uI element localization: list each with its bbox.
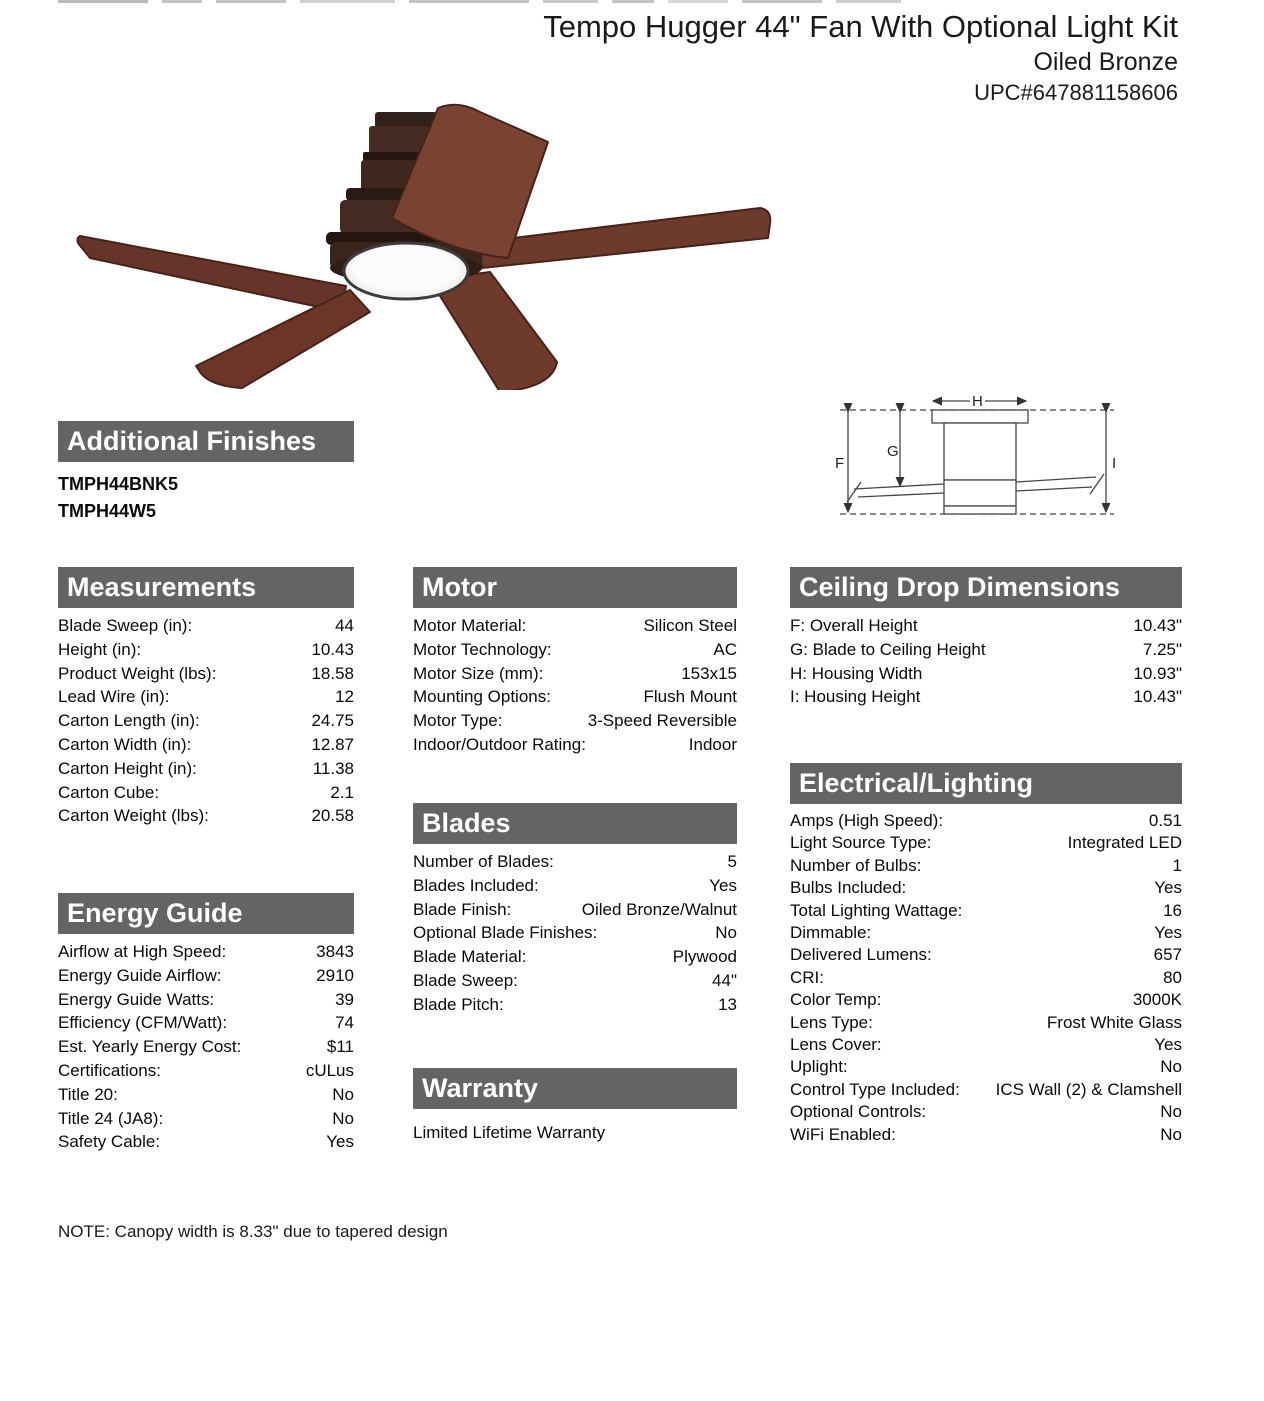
spec-value: 153x15 — [681, 663, 737, 683]
spec-row — [413, 969, 737, 993]
spec-row — [790, 900, 1182, 922]
spec-row — [58, 1035, 354, 1059]
spec-value: Oiled Bronze/Walnut — [581, 899, 737, 919]
spec-label: Blade Pitch: — [413, 994, 504, 1014]
spec-label: Blade Sweep: — [413, 970, 518, 990]
spec-value: 39 — [335, 989, 354, 1009]
spec-label: Optional Controls: — [790, 1102, 927, 1122]
spec-row — [790, 855, 1182, 877]
spec-row — [790, 662, 1182, 686]
measurements-section — [58, 567, 354, 828]
spec-value: No — [1160, 1057, 1182, 1077]
spec-label: Bulbs Included: — [790, 878, 907, 898]
spec-label: Title 20: — [58, 1084, 118, 1104]
additional-finishes-header — [58, 421, 354, 462]
spec-row — [58, 940, 354, 964]
spec-label: Optional Blade Finishes: — [413, 923, 598, 943]
spec-label: Delivered Lumens: — [790, 945, 932, 965]
spec-label: Dimmable: — [790, 923, 872, 943]
spec-row — [58, 1130, 354, 1154]
warranty-header — [413, 1068, 737, 1109]
motor-rows — [413, 608, 737, 757]
spec-label: Mounting Options: — [413, 687, 551, 707]
section-title: Energy Guide — [67, 898, 243, 928]
spec-value: 10.43 — [311, 639, 354, 659]
spec-label: Blade Finish: — [413, 899, 512, 919]
spec-row — [413, 709, 737, 733]
spec-value: 7.25" — [1142, 639, 1182, 659]
ceiling-drop-rows — [790, 608, 1182, 709]
spec-row — [413, 993, 737, 1017]
spec-label: Motor Technology: — [413, 639, 552, 659]
fan-blade-left — [77, 236, 346, 312]
energy-guide-section — [58, 893, 354, 1154]
spec-row — [790, 922, 1182, 944]
spec-label: Lens Cover: — [790, 1035, 882, 1055]
ceiling-drop-section — [790, 567, 1182, 709]
blades-rows — [413, 844, 737, 1017]
spec-row — [58, 964, 354, 988]
warranty-text: Limited Lifetime Warranty — [413, 1123, 606, 1142]
spec-value: No — [1160, 1124, 1182, 1144]
spec-label: Color Temp: — [790, 990, 882, 1010]
spec-value: 3000K — [1132, 990, 1182, 1010]
spec-value: 10.93" — [1133, 663, 1182, 683]
spec-label: Motor Type: — [413, 711, 503, 731]
spec-label: Control Type Included: — [790, 1079, 960, 1099]
spec-label: CRI: — [790, 967, 824, 987]
energy-guide-header — [58, 893, 354, 934]
spec-label: Total Lighting Wattage: — [790, 900, 963, 920]
spec-value: Plywood — [672, 947, 737, 967]
spec-value: No — [1160, 1102, 1182, 1122]
spec-row — [790, 1034, 1182, 1056]
spec-label: Lens Type: — [790, 1012, 873, 1032]
spec-value: 74 — [335, 1013, 354, 1033]
ceiling-drop-header — [790, 567, 1182, 608]
spec-row — [58, 988, 354, 1012]
spec-row — [58, 614, 354, 638]
spec-value: AC — [713, 639, 737, 659]
fan-product-image — [60, 90, 780, 390]
spec-row — [58, 1083, 354, 1107]
spec-label: Airflow at High Speed: — [58, 942, 227, 961]
spec-value: 11.38 — [312, 758, 354, 778]
finish-code-list — [58, 462, 354, 525]
section-title: Measurements — [67, 572, 257, 602]
spec-row — [413, 874, 737, 898]
warranty-section — [413, 1068, 737, 1143]
blades-section — [413, 803, 737, 1017]
spec-label: Blade Material: — [413, 947, 527, 967]
spec-row — [790, 1056, 1182, 1078]
spec-label: Motor Material: — [413, 616, 527, 635]
spec-label: I: Housing Height — [790, 687, 921, 707]
spec-value: No — [332, 1108, 354, 1128]
spec-label: WiFi Enabled: — [790, 1124, 896, 1144]
spec-label: Energy Guide Airflow: — [58, 965, 222, 985]
spec-label: Height (in): — [58, 639, 142, 659]
spec-label: Lead Wire (in): — [58, 687, 170, 707]
spec-row — [790, 810, 1182, 832]
spec-value: 0.51 — [1148, 811, 1182, 830]
spec-value: Yes — [709, 875, 737, 895]
spec-value: cULus — [305, 1060, 354, 1080]
spec-value: Integrated LED — [1067, 833, 1182, 853]
electrical-lighting-header — [790, 763, 1182, 804]
measurements-header — [58, 567, 354, 608]
finish-code: TMPH44BNK5 — [58, 474, 179, 494]
spec-row — [790, 1101, 1182, 1123]
electrical-lighting-rows — [790, 804, 1182, 1146]
upc-code: UPC#647881158606 — [974, 80, 1178, 105]
spec-label: Carton Length (in): — [58, 711, 200, 731]
spec-value: 2910 — [316, 965, 354, 985]
spec-value: 3-Speed Reversible — [587, 711, 737, 731]
spec-row — [790, 1012, 1182, 1034]
spec-value: 1 — [1172, 855, 1182, 875]
spec-value: 2.1 — [330, 782, 354, 802]
spec-row — [790, 832, 1182, 854]
spec-label: Number of Bulbs: — [790, 855, 922, 875]
spec-label: Title 24 (JA8): — [58, 1108, 164, 1128]
spec-row — [58, 757, 354, 781]
spec-label: F: Overall Height — [790, 616, 918, 635]
fan-light-glow — [352, 246, 460, 292]
spec-label: Safety Cable: — [58, 1132, 161, 1152]
spec-row — [790, 614, 1182, 638]
spec-value: Yes — [1154, 923, 1182, 943]
spec-label: Carton Width (in): — [58, 734, 192, 754]
spec-value: Silicon Steel — [643, 616, 737, 635]
spec-row — [58, 1107, 354, 1131]
section-title: Blades — [422, 808, 511, 838]
spec-value: 13 — [718, 994, 737, 1014]
spec-value: 16 — [1163, 900, 1182, 920]
spec-value: 12 — [335, 687, 354, 707]
spec-value: Yes — [1154, 1035, 1182, 1055]
spec-label: Energy Guide Watts: — [58, 989, 215, 1009]
spec-value: Yes — [1154, 878, 1182, 898]
spec-label: Carton Cube: — [58, 782, 160, 802]
spec-label: G: Blade to Ceiling Height — [790, 639, 986, 659]
spec-value: No — [715, 923, 737, 943]
spec-row — [790, 967, 1182, 989]
spec-label: Indoor/Outdoor Rating: — [413, 734, 586, 754]
spec-value: Indoor — [688, 734, 737, 754]
spec-row — [413, 662, 737, 686]
spec-value: 20.58 — [311, 806, 354, 826]
spec-label: Light Source Type: — [790, 833, 932, 853]
section-title: Electrical/Lighting — [799, 768, 1034, 798]
spec-label: Product Weight (lbs): — [58, 663, 217, 683]
spec-row — [413, 638, 737, 662]
additional-finishes-section — [58, 421, 354, 525]
energy-guide-rows — [58, 934, 354, 1154]
spec-row — [790, 1079, 1182, 1101]
spec-value: 657 — [1153, 945, 1182, 965]
fan-blade-right — [480, 208, 770, 268]
spec-value: 5 — [727, 852, 737, 871]
spec-label: Motor Size (mm): — [413, 663, 544, 683]
spec-row — [790, 877, 1182, 899]
spec-value: $11 — [326, 1037, 354, 1057]
spec-value: ICS Wall (2) & Clamshell — [995, 1079, 1182, 1099]
spec-label: Blades Included: — [413, 875, 539, 895]
spec-value: Frost White Glass — [1046, 1012, 1182, 1032]
section-title: Ceiling Drop Dimensions — [799, 572, 1121, 602]
spec-label: Efficiency (CFM/Watt): — [58, 1013, 228, 1033]
spec-value: 44 — [335, 616, 354, 635]
motor-section — [413, 567, 737, 757]
section-title: Additional Finishes — [67, 426, 317, 456]
spec-value: No — [332, 1084, 354, 1104]
spec-row — [790, 1124, 1182, 1146]
spec-row — [58, 662, 354, 686]
spec-row — [58, 804, 354, 828]
spec-row — [413, 685, 737, 709]
spec-value: 3843 — [316, 942, 354, 961]
spec-row — [413, 945, 737, 969]
spec-value: Flush Mount — [643, 687, 737, 707]
spec-label: Amps (High Speed): — [790, 811, 944, 830]
spec-value: 10.43" — [1133, 687, 1182, 707]
spec-row — [58, 1011, 354, 1035]
finish-name: Oiled Bronze — [1033, 48, 1178, 76]
diagram-label-i: I — [1112, 455, 1117, 472]
spec-row — [413, 898, 737, 922]
blades-header — [413, 803, 737, 844]
diagram-label-g: G — [887, 443, 899, 460]
spec-row — [790, 638, 1182, 662]
spec-value: 44" — [712, 970, 737, 990]
dimension-diagram — [832, 390, 1122, 530]
spec-row — [58, 781, 354, 805]
spec-row — [58, 685, 354, 709]
spec-label: Number of Blades: — [413, 852, 554, 871]
spec-label: Est. Yearly Energy Cost: — [58, 1037, 242, 1057]
page-title: Tempo Hugger 44" Fan With Optional Light Kit — [543, 9, 1178, 44]
electrical-lighting-section — [790, 763, 1182, 1146]
spec-row — [413, 921, 737, 945]
measurements-rows — [58, 608, 354, 828]
spec-value: 80 — [1163, 967, 1182, 987]
spec-row — [58, 709, 354, 733]
spec-row — [58, 733, 354, 757]
spec-label: Carton Weight (lbs): — [58, 806, 209, 826]
spec-label: Certifications: — [58, 1060, 161, 1080]
spec-value: 18.58 — [311, 663, 354, 683]
spec-row — [58, 1059, 354, 1083]
section-title: Warranty — [422, 1073, 539, 1103]
spec-label: Carton Height (in): — [58, 758, 197, 778]
spec-row — [413, 733, 737, 757]
diagram-label-h: H — [972, 393, 983, 410]
spec-row — [413, 850, 737, 874]
spec-value: 10.43" — [1133, 616, 1182, 635]
spec-row — [790, 685, 1182, 709]
cropped-logo-remnant — [58, 0, 1178, 4]
spec-label: Blade Sweep (in): — [58, 616, 193, 635]
section-title: Motor — [422, 572, 497, 602]
canopy-note: NOTE: Canopy width is 8.33" due to tapered design — [58, 1222, 448, 1241]
spec-row — [790, 989, 1182, 1011]
spec-row — [790, 944, 1182, 966]
spec-label: Uplight: — [790, 1057, 848, 1077]
spec-value: 24.75 — [311, 711, 354, 731]
motor-header — [413, 567, 737, 608]
diagram-label-f: F — [835, 455, 845, 472]
spec-row — [58, 638, 354, 662]
spec-value: Yes — [326, 1132, 354, 1152]
fan-blade-lower-left — [196, 290, 370, 388]
finish-code: TMPH44W5 — [58, 501, 157, 521]
spec-row — [413, 614, 737, 638]
spec-value: 12.87 — [311, 734, 354, 754]
spec-label: H: Housing Width — [790, 663, 923, 683]
